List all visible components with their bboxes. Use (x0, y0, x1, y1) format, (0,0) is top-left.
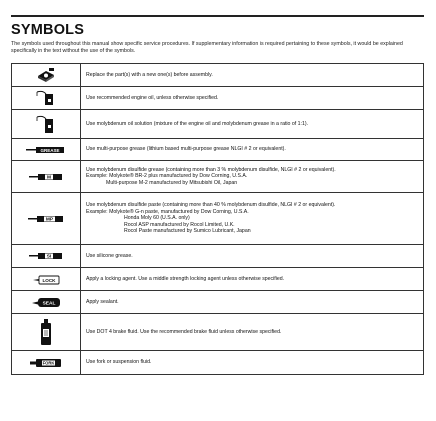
grease-gun-mp-icon (27, 213, 65, 225)
row-text: Use DOT 4 brake fluid. Use the recommended brake fluid unless otherwise specified. (86, 328, 282, 335)
table-row (12, 193, 424, 245)
row-example: Example: Molykote® BR-2 plus manufactured by Dow Corning, U.S.A. (86, 173, 248, 180)
row-text: Use multi-purpose grease (lithium based multi-purpose grease NLGI # 2 or equivalent). (86, 146, 286, 153)
replace-part-icon (34, 67, 58, 83)
row-text: Apply a locking agent. Use a middle strength locking agent unless otherwise specified. (86, 275, 285, 282)
symbols-table (11, 63, 424, 375)
svg-text:SI: SI (46, 254, 52, 260)
table-row (12, 64, 424, 87)
table-row (12, 110, 424, 139)
table-row (12, 314, 424, 351)
row-text: Use molybdenum oil solution (mixture of the engine oil and molybdenum grease in a ratio of 1:1). (86, 120, 309, 127)
brake-fluid-bottle-icon (39, 318, 53, 346)
svg-text:MP: MP (45, 217, 54, 223)
svg-text:M: M (47, 175, 51, 181)
svg-text:SEAL: SEAL (42, 301, 56, 307)
svg-text:LOCK: LOCK (42, 277, 56, 283)
fork-oil-bottle-icon (29, 357, 63, 369)
top-rule (11, 15, 424, 17)
table-row (12, 351, 424, 375)
table-row (12, 161, 424, 193)
table-row (12, 245, 424, 268)
svg-text:GREASE: GREASE (40, 147, 60, 153)
grease-gun-m-icon (28, 171, 64, 183)
svg-text:FORK: FORK (42, 360, 55, 366)
row-text: Use fork or suspension fluid. (86, 359, 152, 366)
row-example: Multi-purpose M-2 manufactured by Mitsubishi Oil, Japan (106, 179, 238, 186)
row-text: Apply sealant. (86, 298, 119, 305)
table-row (12, 291, 424, 314)
grease-gun-icon (25, 144, 67, 156)
intro-paragraph: The symbols used throughout this manual show specific service procedures. If supplementary information is required pertaining to these symbols, it would be explained specifically in the text without the use of the symbols. (11, 41, 403, 55)
grease-gun-si-icon (28, 250, 64, 262)
oil-can-moly-icon (34, 114, 58, 134)
oil-can-icon (34, 90, 58, 106)
row-text: Use molybdenum disulfide grease (containing more than 3 % molybdenum disulfide, NLGI # 2 or equivalent). (86, 166, 336, 173)
table-row (12, 268, 424, 291)
lock-tube-icon (31, 273, 61, 285)
row-text: Use molybdenum disulfide paste (containing more than 40 % molybdenum disulfide, NLGI # 2 or equivalent). (86, 202, 336, 209)
row-text: Use recommended engine oil, unless otherwise specified. (86, 94, 219, 101)
seal-tube-icon (30, 295, 62, 309)
row-example: Rocol Paste manufactured by Sumico Lubricant, Japan (124, 228, 251, 235)
row-text: Use silicone grease. (86, 252, 133, 259)
page-title: SYMBOLS (11, 22, 85, 38)
row-text: Replace the part(s) with a new one(s) before assembly. (86, 71, 213, 78)
table-row (12, 87, 424, 110)
row-example: Honda Moly 60 (U.S.A. only) (124, 215, 190, 222)
table-row (12, 139, 424, 161)
row-example: Rocol ASP manufactured by Rocol Limited, U.K. (124, 221, 235, 228)
row-example: Example: Molykote® G-n paste, manufactured by Dow Corning, U.S.A. (86, 208, 249, 215)
